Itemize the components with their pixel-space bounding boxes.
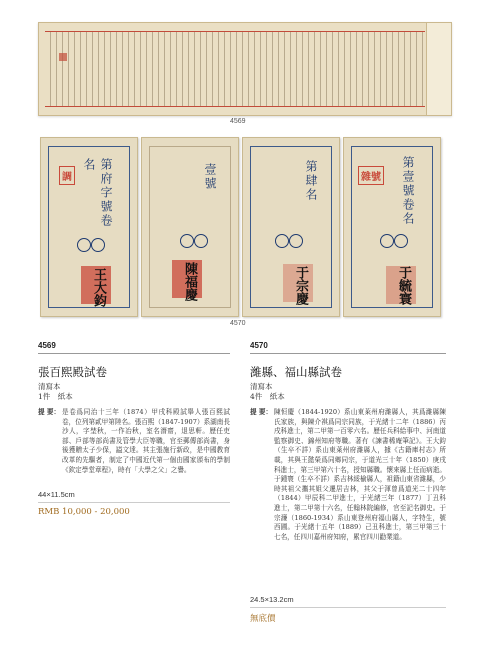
desc-label: 提 要： bbox=[250, 408, 273, 416]
lot-title: 張百熙殿試卷 bbox=[38, 365, 107, 379]
lot-number: 4569 bbox=[38, 341, 56, 350]
divider bbox=[250, 353, 446, 354]
divider bbox=[38, 353, 230, 354]
sheet-label: 調 bbox=[59, 166, 75, 185]
candidate-name: 于毓寰 bbox=[396, 266, 411, 305]
lot-medium: 清寫本 bbox=[38, 382, 61, 391]
lot-description: 陳恒慶（1844-1920）系山東萊州府濰縣人，其爲濰縣陳氏家族，與陳介祺爲同宗同族，于光緒十二年（1886）丙戌科進士，第二甲第一百零六名。歷任兵科給事中、河南道監察御史、錦州知府等職。著有《諫書稀庵筆記》。王大鈞（生卒不詳）系山東萊州府濰縣人，據《古籍庫村志》所載，其與王懿榮爲同鄉同宗，于道光三十年（1850）庚戌科進士，第三甲第六十名，授知縣職。懷來縣上任而病逝。于鍾寰（生卒不詳）系吉林綏榆縣人，祖籍山東省濰縣，少時其祖父攜其姐父遷居吉林，其父于渾曾爲道光二十四年（1844）甲辰科二甲進士，于光緒三年（1877）丁丑科進士，第二甲第十六名，任翰林院編修，官至記名御史。于宗濂（1860-1934）系山東登州府福山縣人，字特生，號西圃。于光緒十五年（1889）己丑科進士，第三甲第三十七名，任四川嘉州府知府，累官四川勸業道。 bbox=[274, 408, 446, 541]
exam-sheet-1 bbox=[40, 137, 138, 317]
divider bbox=[250, 607, 446, 608]
lot-title: 濰縣、福山縣試卷 bbox=[250, 365, 342, 379]
lot-dimensions: 44×11.5cm bbox=[38, 490, 75, 499]
lot-number: 4570 bbox=[250, 341, 268, 350]
lot-estimate: RMB 10,000 - 20,000 bbox=[38, 507, 130, 517]
lot-dimensions: 24.5×13.2cm bbox=[250, 595, 294, 604]
sheet-heading: 第府字號卷名 bbox=[82, 158, 113, 228]
candidate-name: 王大鈞 bbox=[91, 268, 106, 307]
lot-description: 是卷爲同治十三年（1874）甲戌科殿試舉人張百熙試卷，位列第貳甲第陸名。張百熙（1847-1907）系湖南長沙人，字埜秋，一作冶秋，室名潛齋，退思軒。歷任吏部、戶部等部尚書及管學大臣等職，官至郵傳部尚書，身後獲贈太子少保，謚文達。其主張施行新政，是中國教育改革的先驅者，制定了中國近代第一個由國家頒布的學制《欽定學堂章程》，時有「大學之父」之譽。 bbox=[62, 408, 230, 474]
lot-medium: 清寫本 bbox=[250, 382, 273, 391]
divider bbox=[38, 502, 230, 503]
scroll-image bbox=[38, 22, 452, 116]
lot-count: 4件 紙本 bbox=[250, 392, 285, 401]
sheet-heading: 壹號 bbox=[203, 163, 217, 191]
lot-estimate: 無底價 bbox=[250, 614, 276, 624]
candidate-name: 于宗慶 bbox=[293, 266, 308, 305]
sheet-heading: 第肆名 bbox=[304, 160, 318, 202]
image-caption-4569: 4569 bbox=[230, 118, 246, 125]
image-caption-4570: 4570 bbox=[230, 320, 246, 327]
desc-label: 提 要： bbox=[38, 408, 61, 416]
candidate-name: 陳福慶 bbox=[182, 262, 197, 301]
sheet-label: 雜號 bbox=[358, 166, 384, 185]
lot-count: 1件 紙本 bbox=[38, 392, 73, 401]
exam-sheet-2 bbox=[141, 137, 239, 317]
exam-sheet-4 bbox=[343, 137, 441, 317]
exam-sheet-3 bbox=[242, 137, 340, 317]
sheet-heading: 第壹號卷名 bbox=[401, 156, 415, 226]
